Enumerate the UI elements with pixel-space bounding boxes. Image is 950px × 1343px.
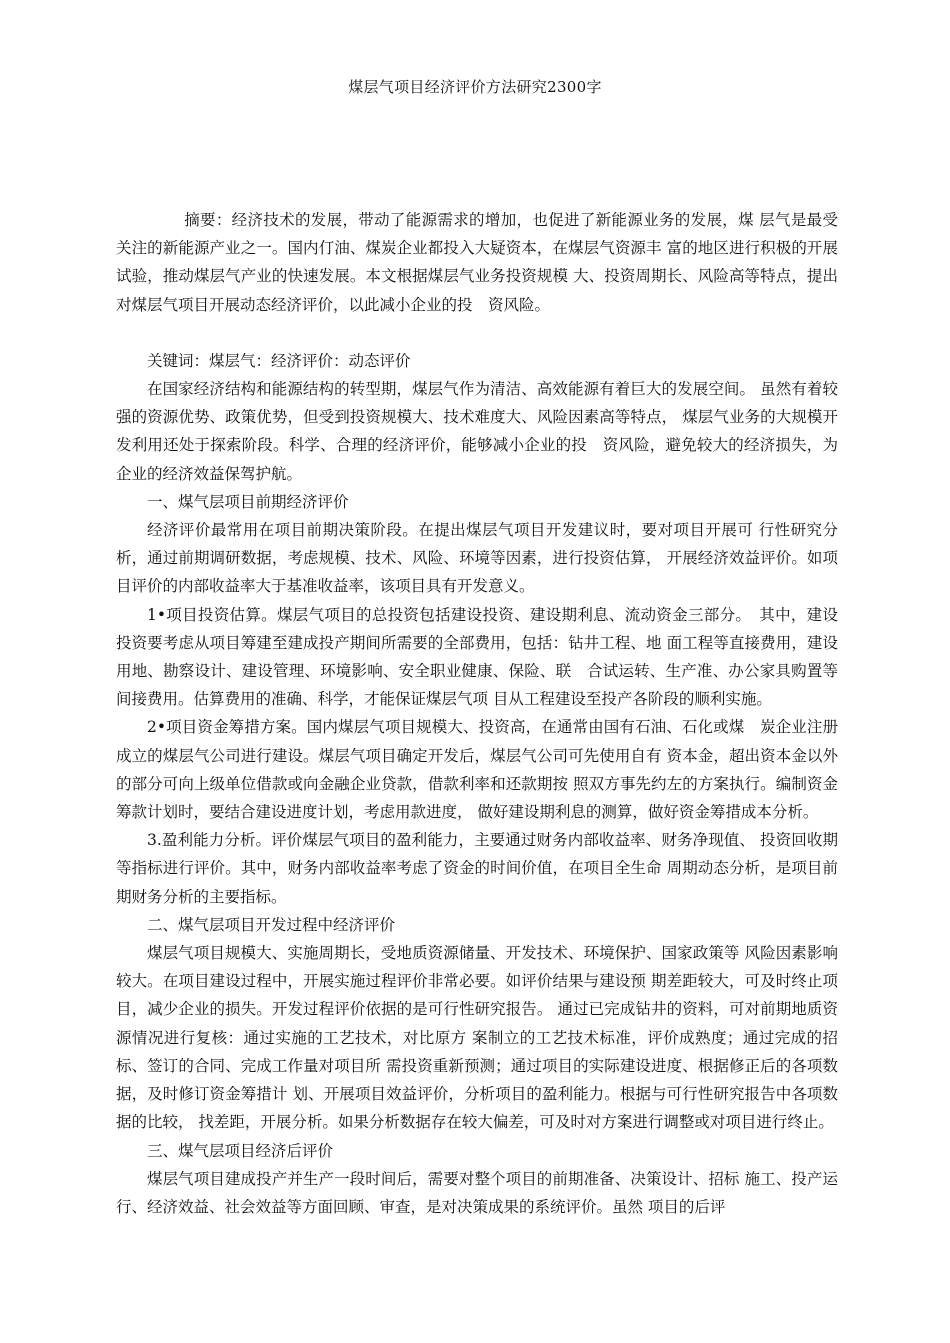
section-1-intro-paragraph: 经济评价最常用在项目前期决策阶段。在提出煤层气项目开发建议时，要对项目开展可 行性研究分析，通过前期调研数据，考虑规模、技术、风险、环境等因素，进行投资估算， 开展经济效益评价。如项目评价的内部收益率大于基准收益率，该项目具有开发意义。: [116, 521, 838, 596]
section-2-heading: 二、煤气层项目开发过程中经济评价: [147, 915, 396, 934]
section-1-heading: 一、煤气层项目前期经济评价: [147, 492, 349, 511]
section-3-heading: 三、煤气层项目经济后评价: [147, 1141, 334, 1160]
section-3-paragraph: 煤层气项目建成投产并生产一段时间后，需要对整个项目的前期准备、决策设计、招标 施工、投产运行、经济效益、社会效益等方面回顾、审查，是对决策成果的系统评价。虽然 项目的后评: [116, 1169, 838, 1216]
document-title: 煤层气项目经济评价方法研究2300字: [348, 78, 602, 96]
investment-estimate-paragraph: 1•项目投资估算。煤层气项目的总投资包括建设投资、建设期利息、流动资金三部分。 其中，建设投资要考虑从项目筹建至建成投产期间所需要的全部费用，包括：钻井工程、地 面工程等直接费用，建设用地、勘察设计、建设管理、环境影响、安全职业健康、保险、联 合试运转、生产准、办公家具购置等间接费用。估算费用的准确、科学，才能保证煤层气项 目从工程建设至投产各阶段的顺利实施。: [116, 605, 838, 709]
document-body: [116, 206, 838, 1221]
section-2-paragraph: 煤层气项目规模大、实施周期长，受地质资源储量、开发技术、环境保护、国家政策等 风险因素影响较大。在项目建设过程中，开展实施过程评价非常必要。如评价结果与建设预 期差距较大，可及时终止项目，减少企业的损失。开发过程评价依据的是可行性研究报告。 通过已完成钻井的资料，可对前期地质资源情况进行复核：通过实施的工艺技术，对比原方 案制立的工艺技术标准，评价成熟度；通过完成的招标、签订的合同、完成工作量对项目所 需投资重新预测；通过项目的实际建设进度、根据修正后的各项数据，及时修订资金筹措计 划、开展项目效益评价，分析项目的盈利能力。根据与可行性研究报告中各项数据的比较， 找差距，开展分析。如果分析数据存在较大偏差，可及时对方案进行调整或对项目进行终止。: [116, 944, 838, 1132]
keywords-line: 关键词：煤层气：经济评价：动态评价: [147, 351, 411, 370]
funding-plan-paragraph: 2•项目资金筹措方案。国内煤层气项目规模大、投资高，在通常由国有石油、石化或煤 炭企业注册成立的煤层气公司进行建设。煤层气项目确定开发后，煤层气公司可先使用自有 资本金，超出资本金以外的部分可向上级单位借款或向金融企业贷款，借款利率和还款期按 照双方事先约左的方案执行。编制资金筹款计划时，要结合建设进度计划，考虑用款进度， 做好建设期利息的测算，做好资金筹措成本分析。: [116, 718, 838, 822]
abstract-paragraph: 摘要：经济技术的发展，带动了能源需求的增加，也促进了新能源业务的发展，煤 层气是最受关注的新能源产业之一。国内仃油、煤炭企业都投入大疑资本，在煤层气资源丰 富的地区进行积极的开展试验，推动煤层气产业的快速发展。本文根据煤层气业务投资规模 大、投资周期长、风险高等特点，提出对煤层气项目开展动态经济评价，以此减小企业的投 资风险。: [116, 211, 838, 314]
intro-paragraph: 在国家经济结构和能源结构的转型期，煤层气作为清洁、高效能源有着巨大的发展空间。 虽然有着较强的资源优势、政策优势，但受到投资规模大、技术难度大、风险因素高等特点， 煤层气业务的大规模开发利用还处于探索阶段。科学、合理的经济评价，能够减小企业的投 资风险，避免较大的经济损失，为企业的经济效益保驾护航。: [116, 380, 838, 483]
profitability-analysis-paragraph: 3.盈利能力分析。评价煤层气项目的盈利能力，主要通过财务内部收益率、财务净现值、 投资回收期等指标进行评价。其中，财务内部收益率考虑了资金的时间价值，在项目全生命 周期动态分析，是项目前期财务分析的主要指标。: [116, 831, 838, 906]
